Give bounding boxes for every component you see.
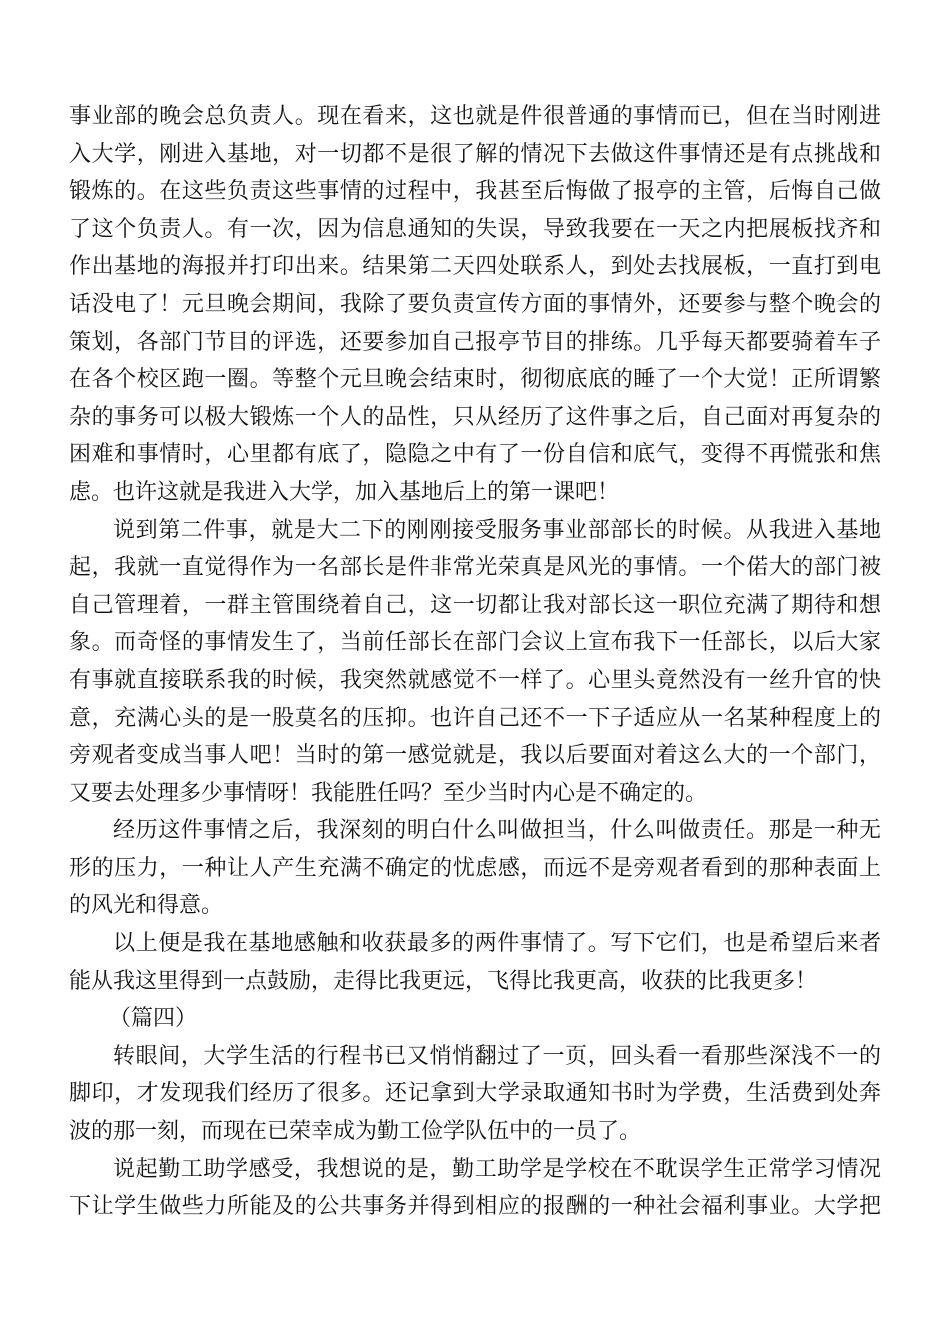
- text-line: 旁观者变成当事人吧！当时的第一感觉就是，我以后要面对着这么大的一个部门，: [69, 743, 881, 769]
- text-line: 杂的事务可以极大锻炼一个人的品性，只从经历了这件事之后，自己面对再复杂的: [69, 404, 881, 430]
- text-line: 经历这件事情之后，我深刻的明白什么叫做担当，什么叫做责任。那是一种无: [113, 818, 881, 844]
- text-line: 话没电了！元旦晚会期间，我除了要负责宣传方面的事情外，还要参与整个晚会的: [69, 291, 881, 317]
- paragraph-2: [69, 512, 881, 813]
- text-line: 事业部的晚会总负责人。现在看来，这也就是件很普通的事情而已，但在当时刚进: [69, 104, 881, 129]
- text-line: 象。而奇怪的事情发生了，当前任部长在部门会议上宣布我下一任部长，以后大家: [69, 630, 881, 656]
- text-line: 作出基地的海报并打印出来。结果第二天四处联系人，到处去找展板，一直打到电: [69, 254, 881, 280]
- text-line: 虑。也许这就是我进入大学，加入基地后上的第一课吧！: [69, 479, 620, 505]
- heading-line: （篇四）: [109, 1006, 198, 1032]
- text-line: 在各个校区跑一圈。等整个元旦晚会结束时，彻彻底底的睡了一个大觉！正所谓繁: [69, 367, 881, 393]
- text-line: 波的那一刻，而现在已荣幸成为勤工俭学队伍中的一员了。: [69, 1119, 642, 1145]
- paragraph-5: [69, 1038, 881, 1151]
- text-line: 说起勤工助学感受，我想说的是，勤工助学是学校在不耽误学生正常学习情况: [113, 1156, 881, 1182]
- section-heading: [69, 1000, 881, 1038]
- document-page: [69, 98, 881, 1226]
- text-line: 的风光和得意。: [69, 893, 224, 919]
- text-line: 转眼间，大学生活的行程书已又悄悄翻过了一页，回头看一看那些深浅不一的: [113, 1043, 881, 1069]
- text-line: 说到第二件事，就是大二下的刚刚接受服务事业部部长的时候。从我进入基地: [113, 517, 881, 543]
- text-line: 能从我这里得到一点鼓励，走得比我更远，飞得比我更高，收获的比我更多！: [69, 968, 818, 994]
- paragraph-1: [69, 98, 881, 512]
- text-line: 意，充满心头的是一股莫名的压抑。也许自己还不一下子适应从一名某种程度上的: [69, 705, 881, 731]
- text-line: 困难和事情时，心里都有底了，隐隐之中有了一份自信和底气，变得不再慌张和焦: [69, 442, 881, 468]
- text-line: 又要去处理多少事情呀！我能胜任吗？至少当时内心是不确定的。: [69, 780, 708, 806]
- text-line: 脚印，才发现我们经历了很多。还记拿到大学录取通知书时为学费，生活费到处奔: [69, 1081, 881, 1107]
- text-line: 下让学生做些力所能及的公共事务并得到相应的报酬的一种社会福利事业。大学把: [69, 1194, 881, 1220]
- text-line: 形的压力，一种让人产生充满不确定的忧虑感，而远不是旁观者看到的那种表面上: [69, 855, 881, 881]
- text-line: 锻炼的。在这些负责这些事情的过程中，我甚至后悔做了报亭的主管，后悔自己做: [69, 179, 881, 205]
- paragraph-4: [69, 925, 881, 1000]
- text-line: 自己管理着，一群主管围绕着自己，这一切都让我对部长这一职位充满了期待和想: [69, 592, 881, 618]
- text-line: 起，我就一直觉得作为一名部长是件非常光荣真是风光的事情。一个偌大的部门被: [69, 555, 881, 581]
- text-line: 策划，各部门节目的评选，还要参加自己报亭节目的排练。几乎每天都要骑着车子: [69, 329, 881, 355]
- text-line: 有事就直接联系我的时候，我突然就感觉不一样了。心里头竟然没有一丝升官的快: [69, 667, 881, 693]
- text-line: 入大学，刚进入基地，对一切都不是很了解的情况下去做这件事情还是有点挑战和: [69, 141, 881, 167]
- paragraph-6: [69, 1151, 881, 1226]
- paragraph-3: [69, 812, 881, 925]
- text-line: 了这个负责人。有一次，因为信息通知的失误，导致我要在一天之内把展板找齐和: [69, 216, 881, 242]
- text-line: 以上便是我在基地感触和收获最多的两件事情了。写下它们，也是希望后来者: [113, 931, 881, 957]
